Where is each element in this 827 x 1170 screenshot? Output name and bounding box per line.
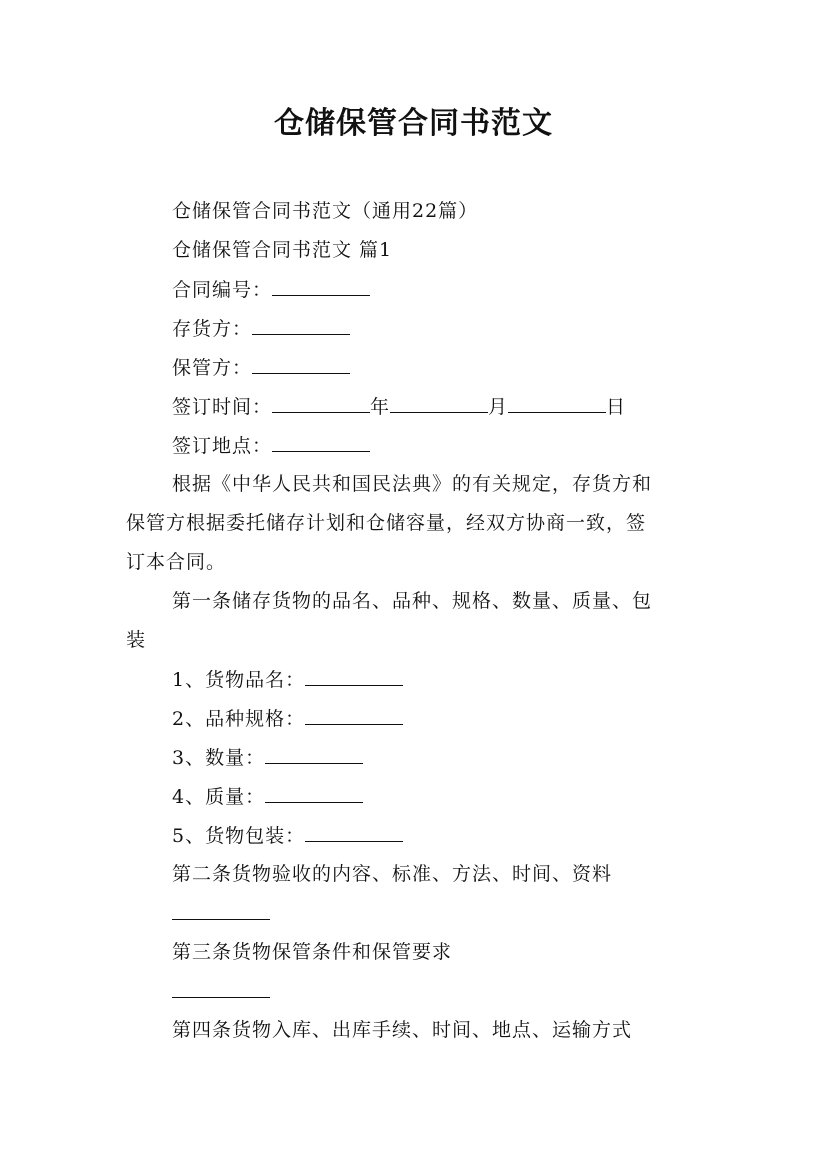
item-4-label: 4、质量：	[172, 786, 266, 808]
document-subtitle: 仓储保管合同书范文（通用22篇）	[172, 200, 479, 222]
depositor-row	[172, 316, 350, 341]
item-1-row	[172, 667, 403, 692]
article-2-blank-row	[172, 901, 270, 926]
paragraph-1-line-2: 保管方根据委托储存计划和仓储容量，经双方协商一致，签	[126, 512, 647, 534]
section-heading: 仓储保管合同书范文 篇1	[172, 239, 393, 261]
item-2-label: 2、品种规格：	[172, 708, 306, 730]
article-3-blank-row	[172, 979, 270, 1004]
article-4: 第四条货物入库、出库手续、时间、地点、运输方式	[172, 1019, 633, 1041]
month-blank[interactable]	[390, 394, 488, 413]
contract-number-blank[interactable]	[272, 277, 370, 296]
item-1-blank[interactable]	[305, 667, 403, 686]
custodian-label: 保管方：	[172, 357, 253, 379]
depositor-blank[interactable]	[252, 316, 350, 335]
item-4-row	[172, 784, 363, 809]
item-2-blank[interactable]	[305, 706, 403, 725]
article-1-line-1: 第一条储存货物的品名、品种、规格、数量、质量、包	[172, 590, 653, 612]
custodian-row	[172, 355, 350, 380]
month-label: 月	[488, 396, 509, 418]
item-2-row	[172, 706, 403, 731]
contract-number-row	[172, 277, 370, 302]
day-label: 日	[606, 396, 627, 418]
article-2: 第二条货物验收的内容、标准、方法、时间、资料	[172, 863, 613, 885]
contract-number-label: 合同编号：	[172, 279, 273, 301]
paragraph-1-line-3: 订本合同。	[126, 551, 227, 573]
signing-place-row	[172, 433, 370, 458]
paragraph-1-line-1: 根据《中华人民共和国民法典》的有关规定，存货方和	[172, 473, 653, 495]
item-4-blank[interactable]	[265, 784, 363, 803]
document-title: 仓储保管合同书范文	[274, 106, 553, 141]
item-5-label: 5、货物包装：	[172, 825, 306, 847]
signing-place-blank[interactable]	[272, 433, 370, 452]
article-3-blank[interactable]	[172, 979, 270, 998]
depositor-label: 存货方：	[172, 318, 253, 340]
signing-place-label: 签订地点：	[172, 435, 273, 457]
item-3-blank[interactable]	[265, 745, 363, 764]
article-2-blank[interactable]	[172, 901, 270, 920]
article-1-line-2: 装	[126, 629, 147, 651]
item-1-label: 1、货物品名：	[172, 669, 306, 691]
year-blank[interactable]	[272, 394, 370, 413]
day-blank[interactable]	[508, 394, 606, 413]
signing-time-label: 签订时间：	[172, 396, 273, 418]
article-3: 第三条货物保管条件和保管要求	[172, 941, 453, 963]
item-5-row	[172, 823, 403, 848]
custodian-blank[interactable]	[252, 355, 350, 374]
item-3-label: 3、数量：	[172, 747, 266, 769]
item-5-blank[interactable]	[305, 823, 403, 842]
year-label: 年	[370, 396, 391, 418]
item-3-row	[172, 745, 363, 770]
signing-time-row	[172, 394, 626, 419]
